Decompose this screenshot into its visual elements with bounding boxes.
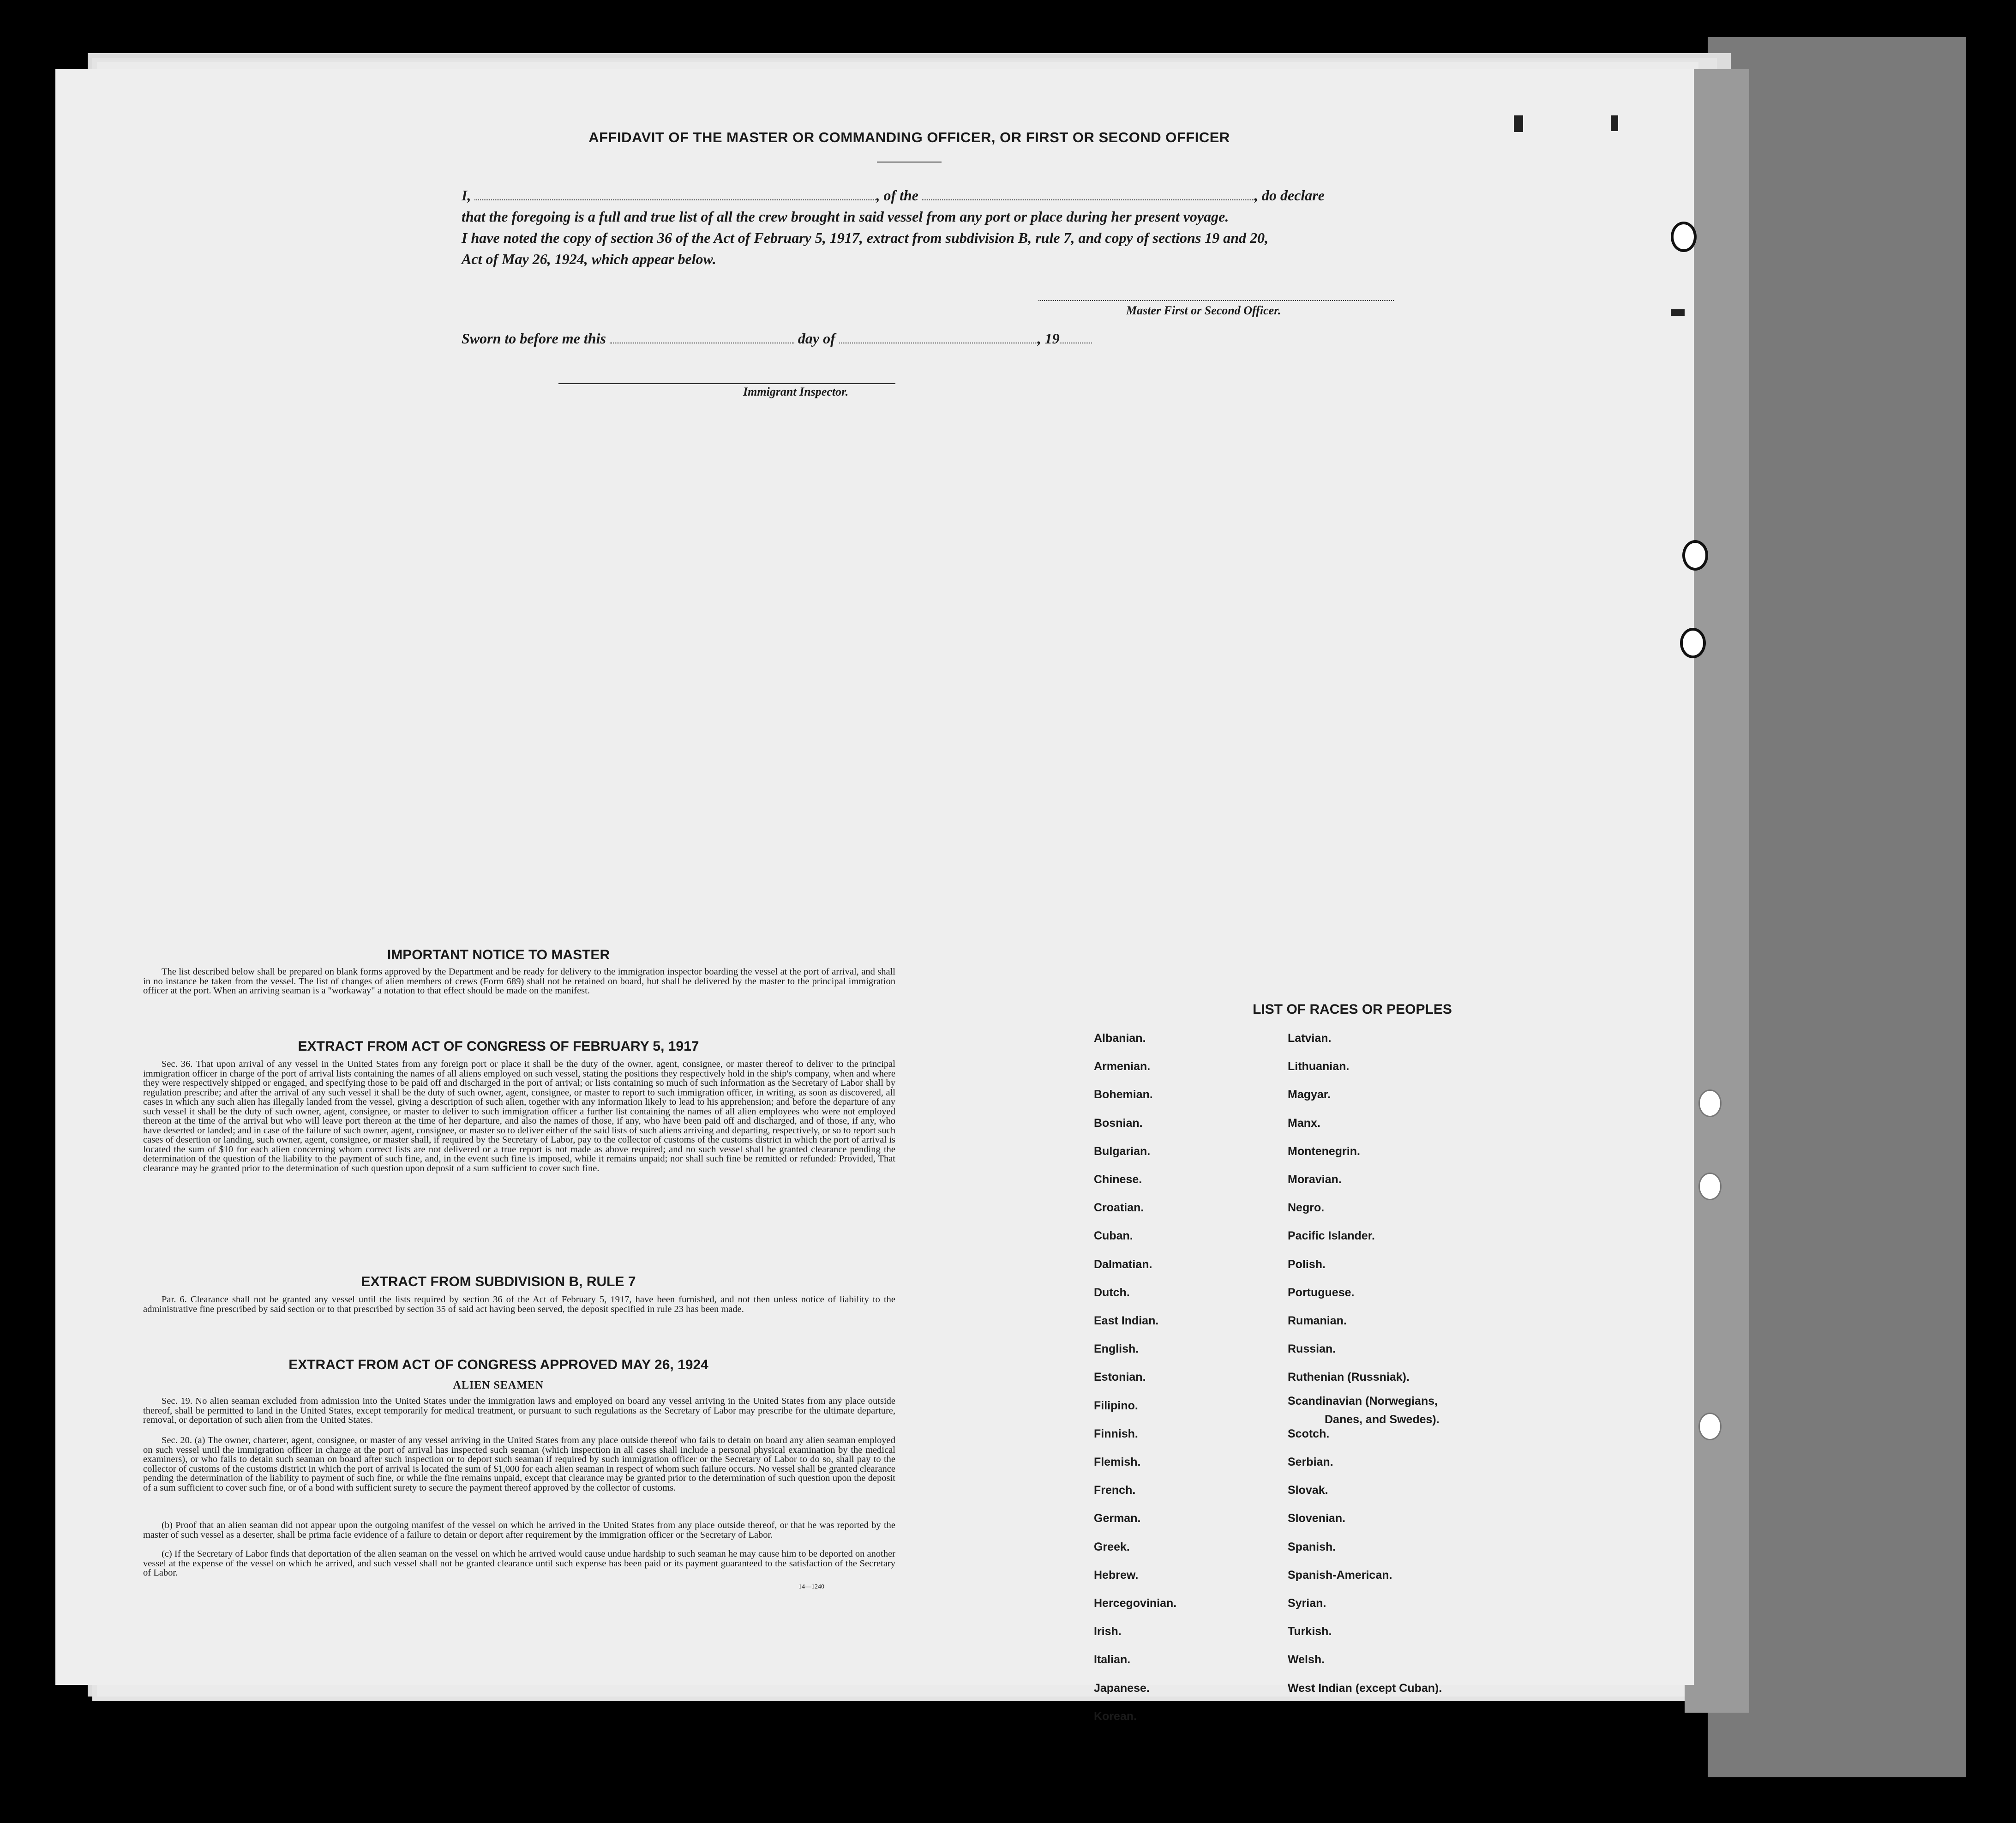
alien-seamen-subtitle: ALIEN SEAMEN <box>453 1379 544 1391</box>
race-item: Montenegrin. <box>1288 1144 1360 1158</box>
race-item: Slovenian. <box>1288 1512 1346 1525</box>
race-item: Spanish. <box>1288 1540 1336 1553</box>
race-item: Dalmatian. <box>1094 1257 1152 1271</box>
section-lead: Sec. 36. <box>162 1059 193 1069</box>
race-item: Danes, and Swedes). <box>1325 1413 1440 1426</box>
race-item: Lithuanian. <box>1288 1060 1350 1073</box>
rule-7-body: Par. 6. Clearance shall not be granted any vessel until the lists required by section 36 of the Act of February 5, 1917, have been furnished, and not then unless notice of liability to the administrative fine prescribed by said section or to that prescribed by section 35 of said act having been served, the deposit specified in rule 23 has been made. <box>143 1294 895 1314</box>
section-36-text: That upon arrival of any vessel in the United States from any foreign port or place it shall be the duty of the owner, agent, consignee, or master thereof to deliver to the principal immigration officer in charge of the port of arrival lists containing the names of all aliens employed on such vessel, stating the positions they respectively hold in the ship's company, when and where they were respectively shipped or engaged, and specifying those to be paid off and discharged in the port of arrival; or lists containing so much of such information as the Secretary of Labor shall by regulation prescribe; and after the arrival of any such vessel it shall be the duty of such owner, agent, consignee, or master to report to such immigration officer, in writing, as soon as discovered, all cases in which any such alien has illegally landed from the vessel, giving a description of such alien, together with any information likely to lead to his apprehension; and before the departure of any such vessel it shall be the duty of such owner, agent, consignee, or master to deliver to such immigration officer a further list containing the names of all alien employees who were not employed thereon at the time of the arrival but who will leave port thereon at the time of her departure, and also the names of those, if any, who have been paid off and discharged, and of those, if any, who have deserted or landed; and in case of the failure of such owner, agent, consignee, or master so to deliver either of the said lists of such aliens arriving and departing, respectively, or so to report such cases of desertion or landing, such owner, agent, consignee, or master shall, if required by the Secretary of Labor, pay to the collector of customs of the customs district in which the port of arrival is located the sum of $10 for each alien concerning whom correct lists are not delivered or a true report is not made as above required; and no such vessel shall be granted clearance pending the determination of the question of the liability to the payment of such fine, and, in the event such fine is imposed, while it remains unpaid; nor shall such fine be remitted or refunded: Provided, That clearance may be granted prior to the determination of such question upon deposit of a sum sufficient to cover such fine. <box>143 1059 895 1173</box>
affidavit-line-1 <box>462 185 1325 206</box>
race-item: Rumanian. <box>1288 1314 1347 1327</box>
race-item: Ruthenian (Russniak). <box>1288 1371 1410 1384</box>
race-item: Bosnian. <box>1094 1116 1143 1130</box>
manifest-page <box>55 69 1694 1723</box>
punch-hole-icon <box>1671 222 1697 252</box>
race-item: Moravian. <box>1288 1173 1342 1186</box>
races-title: LIST OF RACES OR PEOPLES <box>1253 1002 1452 1017</box>
affidavit-line-2: that the foregoing is a full and true list of all the crew brought in said vessel from any port or place during her present voyage. <box>462 208 1229 225</box>
race-item: German. <box>1094 1512 1141 1525</box>
form-number: 14—1240 <box>798 1583 824 1590</box>
race-item: Chinese. <box>1094 1173 1142 1186</box>
race-item: Croatian. <box>1094 1201 1144 1215</box>
race-item: Portuguese. <box>1288 1286 1355 1299</box>
race-item: Latvian. <box>1288 1032 1332 1045</box>
extract-1917-title: EXTRACT FROM ACT OF CONGRESS OF FEBRUARY 5, 1917 <box>298 1039 699 1054</box>
sworn-line <box>462 328 1092 349</box>
notice-title: IMPORTANT NOTICE TO MASTER <box>387 947 610 963</box>
race-item: Scotch. <box>1288 1427 1330 1440</box>
race-item: Greek. <box>1094 1540 1130 1553</box>
master-caption: Master First or Second Officer. <box>1126 304 1281 317</box>
extract-1917-body <box>143 1059 895 1173</box>
year-prefix: , 19 <box>1037 330 1060 347</box>
race-item: Filipino. <box>1094 1399 1138 1412</box>
race-item: English. <box>1094 1342 1139 1356</box>
section-20b-text: (b) Proof that an alien seaman did not appear upon the outgoing manifest of the vessel on which he arrived in the United States from any place outside thereof, or that he was reported by the master of such vessel as a deserter, shall be prima facie evidence of a failure to detain or deport after requirement by the immigration officer or the Secretary of Labor. <box>143 1520 895 1540</box>
race-item: Hercegovinian. <box>1094 1597 1177 1610</box>
race-item: Negro. <box>1288 1201 1325 1215</box>
race-item: Hebrew. <box>1094 1568 1139 1582</box>
race-item: East Indian. <box>1094 1314 1159 1327</box>
race-item: Japanese. <box>1094 1681 1150 1695</box>
ink-mark <box>1611 115 1618 131</box>
inspector-caption: Immigrant Inspector. <box>743 385 849 398</box>
race-item: Irish. <box>1094 1625 1122 1638</box>
notice-body: The list described below shall be prepared on blank forms approved by the Department and be ready for delivery to the immigration inspector boarding the vessel at the port of arrival, and shall in no instance be taken from the vessel. The list of changes of alien members of crews (Form 689) shall not be retained on board, but shall be delivered by the master to the principal immigration officer at the port. When an arriving seaman is a "workaway" a notation to that effect should be made on the manifest. <box>143 967 895 996</box>
race-item: Bohemian. <box>1094 1088 1153 1101</box>
race-item: Cuban. <box>1094 1229 1133 1243</box>
rule-7-title: EXTRACT FROM SUBDIVISION B, RULE 7 <box>361 1274 636 1289</box>
race-item: Estonian. <box>1094 1371 1146 1384</box>
inspector-signature-line <box>558 383 895 384</box>
race-item: Russian. <box>1288 1342 1336 1356</box>
section-20a-text: Sec. 20. (a) The owner, charterer, agent, consignee, or master of any vessel arriving in the United States from any place outside thereof who fails to detain on board any alien seaman employed on such vessel until the immigration officer in charge at the port of arrival has inspected such seaman (which inspection in all cases shall include a personal physical examination by the medical examiners), or who fails to detain such seaman on board after such inspection or to deport such seaman if required by such immigration officer or the Secretary of Labor to do so, shall pay to the collector of customs of the customs district in which the port of arrival is located the sum of $1,000 for each alien seaman in respect of whom such failure occurs. No vessel shall be granted clearance pending the determination of the liability to payment of such fine, or while the fine remains unpaid, except that clearance may be granted prior to the determination of such question upon the deposit of a sum sufficient to cover such fine, or of a bond with sufficient surety to secure the payment thereof approved by the collector of customs. <box>143 1435 895 1493</box>
affidavit-title: AFFIDAVIT OF THE MASTER OR COMMANDING OFFICER, OR FIRST OR SECOND OFFICER <box>588 129 1230 145</box>
extract-1924-title: EXTRACT FROM ACT OF CONGRESS APPROVED MAY 26, 1924 <box>288 1357 708 1372</box>
section-20c-text: (c) If the Secretary of Labor finds that deportation of the alien seaman on the vessel on which he arrived would cause undue hardship to such seaman he may cause him to be deported on another vessel at the expense of the vessel on which he arrived, and such vessel shall not be granted clearance until such expense has been paid or its payment guaranteed to the satisfaction of the Secretary of Labor. <box>143 1549 895 1578</box>
sworn-label: Sworn to before me this <box>462 330 606 347</box>
race-item: Finnish. <box>1094 1427 1138 1440</box>
race-item: Italian. <box>1094 1653 1131 1667</box>
race-item: Syrian. <box>1288 1597 1326 1610</box>
race-item: West Indian (except Cuban). <box>1288 1681 1442 1695</box>
affidavit-declare: , do declare <box>1254 187 1325 204</box>
race-item: Scandinavian (Norwegians, <box>1288 1394 1438 1408</box>
affidavit-i-label: I, <box>462 187 471 204</box>
race-item: Slovak. <box>1288 1484 1328 1497</box>
race-item: Welsh. <box>1288 1653 1325 1667</box>
race-item: Magyar. <box>1288 1088 1331 1101</box>
punch-hole-icon <box>1698 1089 1722 1117</box>
page-edge-shadow <box>1685 69 1749 1713</box>
section-19-text: Sec. 19. No alien seaman excluded from admission into the United States under the immigration laws and employed on board any vessel arriving in the United States from any place outside thereof, shall be permitted to land in the United States, except temporarily for medical treatment, or pursuant to such regulations as the Secretary of Labor may prescribe for the ultimate departure, removal, or deportation of such alien from the United States. <box>143 1396 895 1425</box>
race-item: Armenian. <box>1094 1060 1151 1073</box>
month-blank <box>839 332 1038 343</box>
affidavit-line-3: I have noted the copy of section 36 of the Act of February 5, 1917, extract from subdivision B, rule 7, and copy of sections 19 and 20, <box>462 229 1269 246</box>
punch-hole-icon <box>1698 1413 1722 1440</box>
race-item: French. <box>1094 1484 1136 1497</box>
vessel-blank <box>922 189 1254 200</box>
race-item: Turkish. <box>1288 1625 1332 1638</box>
punch-hole-icon <box>1680 628 1706 658</box>
ink-mark <box>1671 309 1685 316</box>
race-item: Serbian. <box>1288 1456 1333 1468</box>
punch-hole-icon <box>1682 540 1708 571</box>
ink-mark <box>1514 115 1523 132</box>
race-item: Korean. <box>1094 1709 1137 1723</box>
race-item: Albanian. <box>1094 1032 1146 1045</box>
year-blank <box>1060 332 1092 343</box>
affidavit-of-the: , of the <box>876 187 918 204</box>
race-item: Polish. <box>1288 1257 1326 1271</box>
name-blank <box>474 189 876 200</box>
race-item: Dutch. <box>1094 1286 1130 1299</box>
race-item: Bulgarian. <box>1094 1144 1151 1158</box>
punch-hole-icon <box>1698 1173 1722 1200</box>
race-item: Manx. <box>1288 1116 1320 1130</box>
race-item: Flemish. <box>1094 1456 1141 1468</box>
affidavit-line-4: Act of May 26, 1924, which appear below. <box>462 251 716 267</box>
race-item: Spanish-American. <box>1288 1568 1392 1582</box>
day-of-label: day of <box>798 330 835 347</box>
master-signature-line <box>1038 300 1394 302</box>
race-item: Pacific Islander. <box>1288 1229 1375 1243</box>
sworn-day-blank <box>610 332 794 343</box>
